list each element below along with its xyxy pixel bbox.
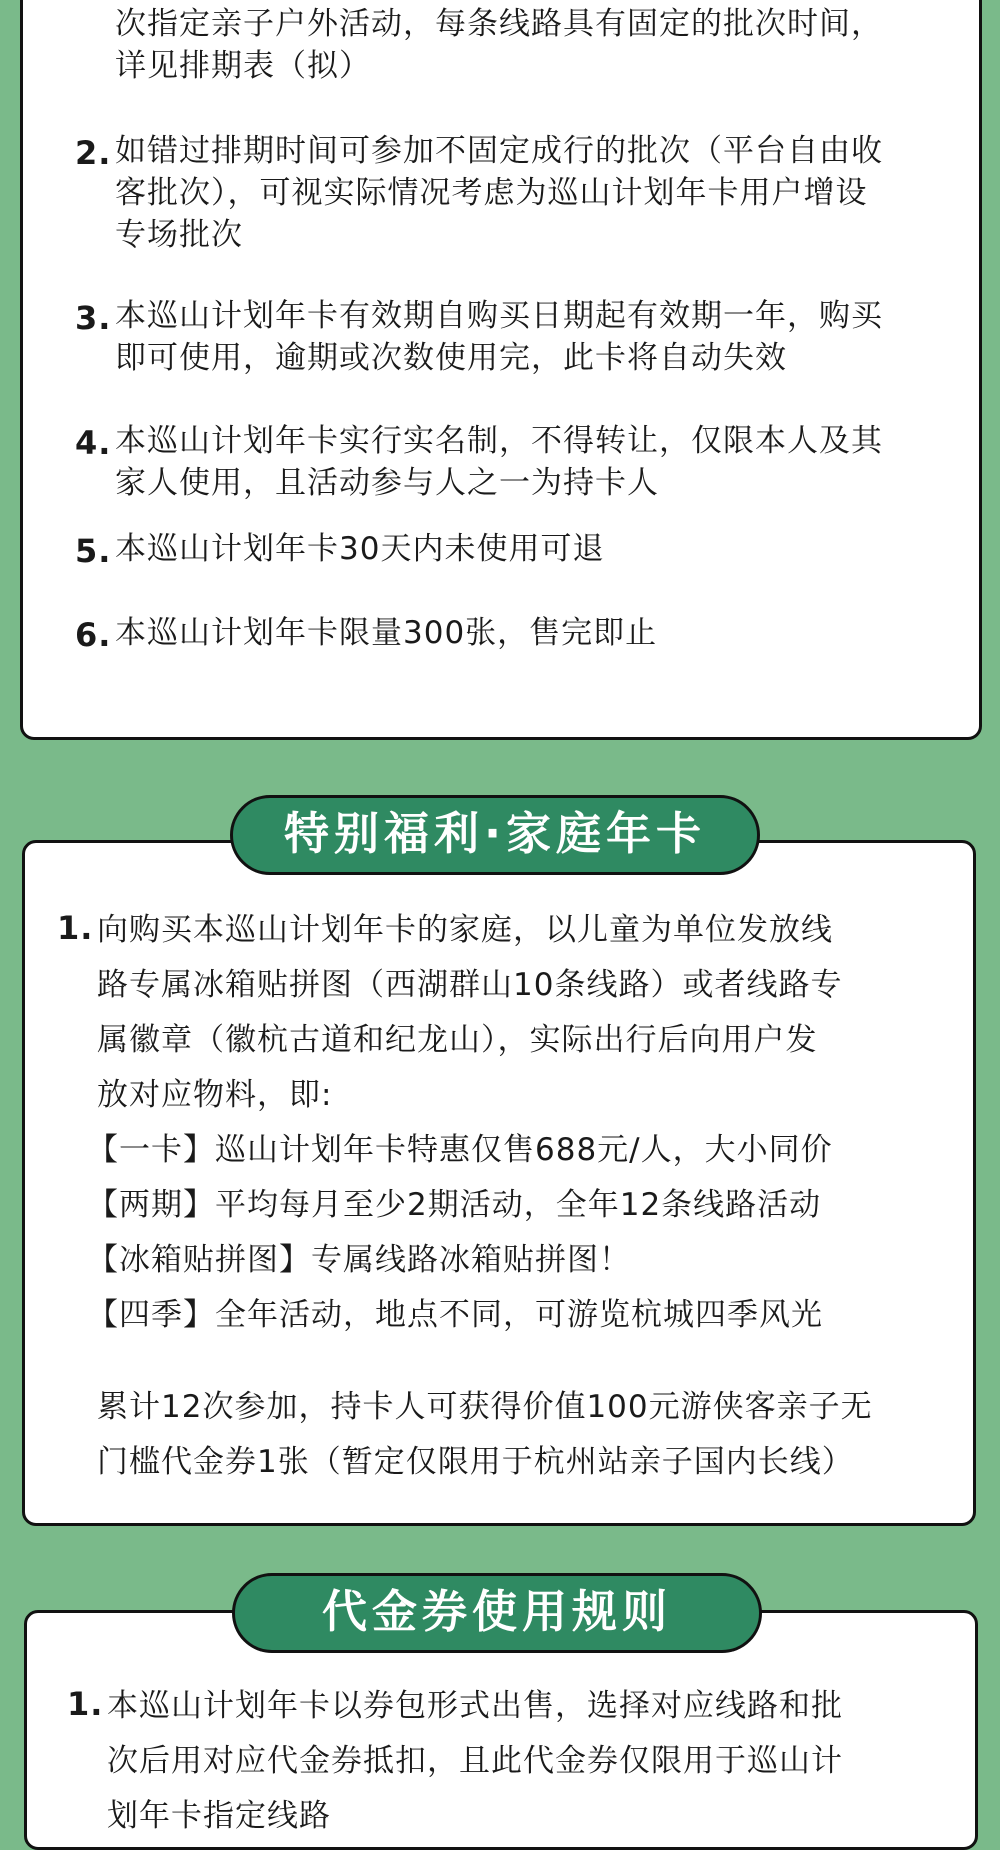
benefit-footer-line: 门槛代金券1张（暂定仅限用于杭州站亲子国内长线） [97,1444,854,1480]
rule-line: 次指定亲子户外活动，每条线路具有固定的批次时间， [115,6,883,42]
rule-number: 1. [57,909,94,947]
voucher-line: 次后用对应代金券抵扣，且此代金券仅限用于巡山计 [107,1743,843,1779]
rule-line: 即可使用，逾期或次数使用完，此卡将自动失效 [115,340,787,376]
benefit-line: 向购买本巡山计划年卡的家庭，以儿童为单位发放线 [97,912,833,948]
rules-card [20,0,982,740]
rule-line: 家人使用，且活动参与人之一为持卡人 [115,465,659,501]
rule-item-6 [75,612,919,654]
benefit-footer-line: 累计12次参加，持卡人可获得价值100元游侠客亲子无 [97,1389,873,1425]
rule-item-3 [75,295,919,379]
section-title-voucher-rules: 代金券使用规则 [232,1573,762,1653]
rule-line: 详见排期表（拟） [115,48,371,84]
rule-line: 本巡山计划年卡30天内未使用可退 [115,531,605,567]
rule-number: 6. [75,616,112,654]
family-benefit-item [57,903,933,1490]
rule-item-2 [75,130,919,256]
rule-item-5 [75,528,919,570]
voucher-line: 划年卡指定线路 [107,1798,331,1834]
benefit-line: 属徽章（徽杭古道和纪龙山），实际出行后向用户发 [97,1022,818,1058]
rule-line: 本巡山计划年卡有效期自购买日期起有效期一年，购买 [115,298,883,334]
rule-number: 2. [75,134,112,172]
rule-number: 3. [75,299,112,337]
benefit-sub-line: 【一卡】巡山计划年卡特惠仅售688元/人，大小同价 [87,1132,833,1168]
rule-line: 本巡山计划年卡实行实名制，不得转让，仅限本人及其 [115,423,883,459]
rule-item-1 [75,3,919,87]
rule-line: 本巡山计划年卡限量300张，售完即止 [115,615,658,651]
benefit-sub-line: 【四季】全年活动，地点不同，可游览杭城四季风光 [87,1297,823,1333]
rule-number: 5. [75,532,112,570]
family-card [22,840,976,1526]
benefit-line: 路专属冰箱贴拼图（西湖群山10条线路）或者线路专 [97,967,843,1003]
rule-line: 客批次），可视实际情况考虑为巡山计划年卡用户增设 [115,175,868,211]
section-title-family-card: 特别福利·家庭年卡 [230,795,760,875]
voucher-line: 本巡山计划年卡以券包形式出售，选择对应线路和批 [107,1688,843,1724]
rule-number: 1. [67,1685,104,1723]
benefit-sub-line: 【两期】平均每月至少2期活动，全年12条线路活动 [87,1187,822,1223]
voucher-rule-item [67,1679,935,1844]
rule-line: 如错过排期时间可参加不固定成行的批次（平台自由收 [115,133,883,169]
rule-number: 4. [75,424,112,462]
rule-line: 专场批次 [115,217,243,253]
benefit-line: 放对应物料，即: [97,1077,333,1113]
benefit-sub-line: 【冰箱贴拼图】专属线路冰箱贴拼图！ [87,1242,631,1278]
rule-item-4 [75,420,919,504]
